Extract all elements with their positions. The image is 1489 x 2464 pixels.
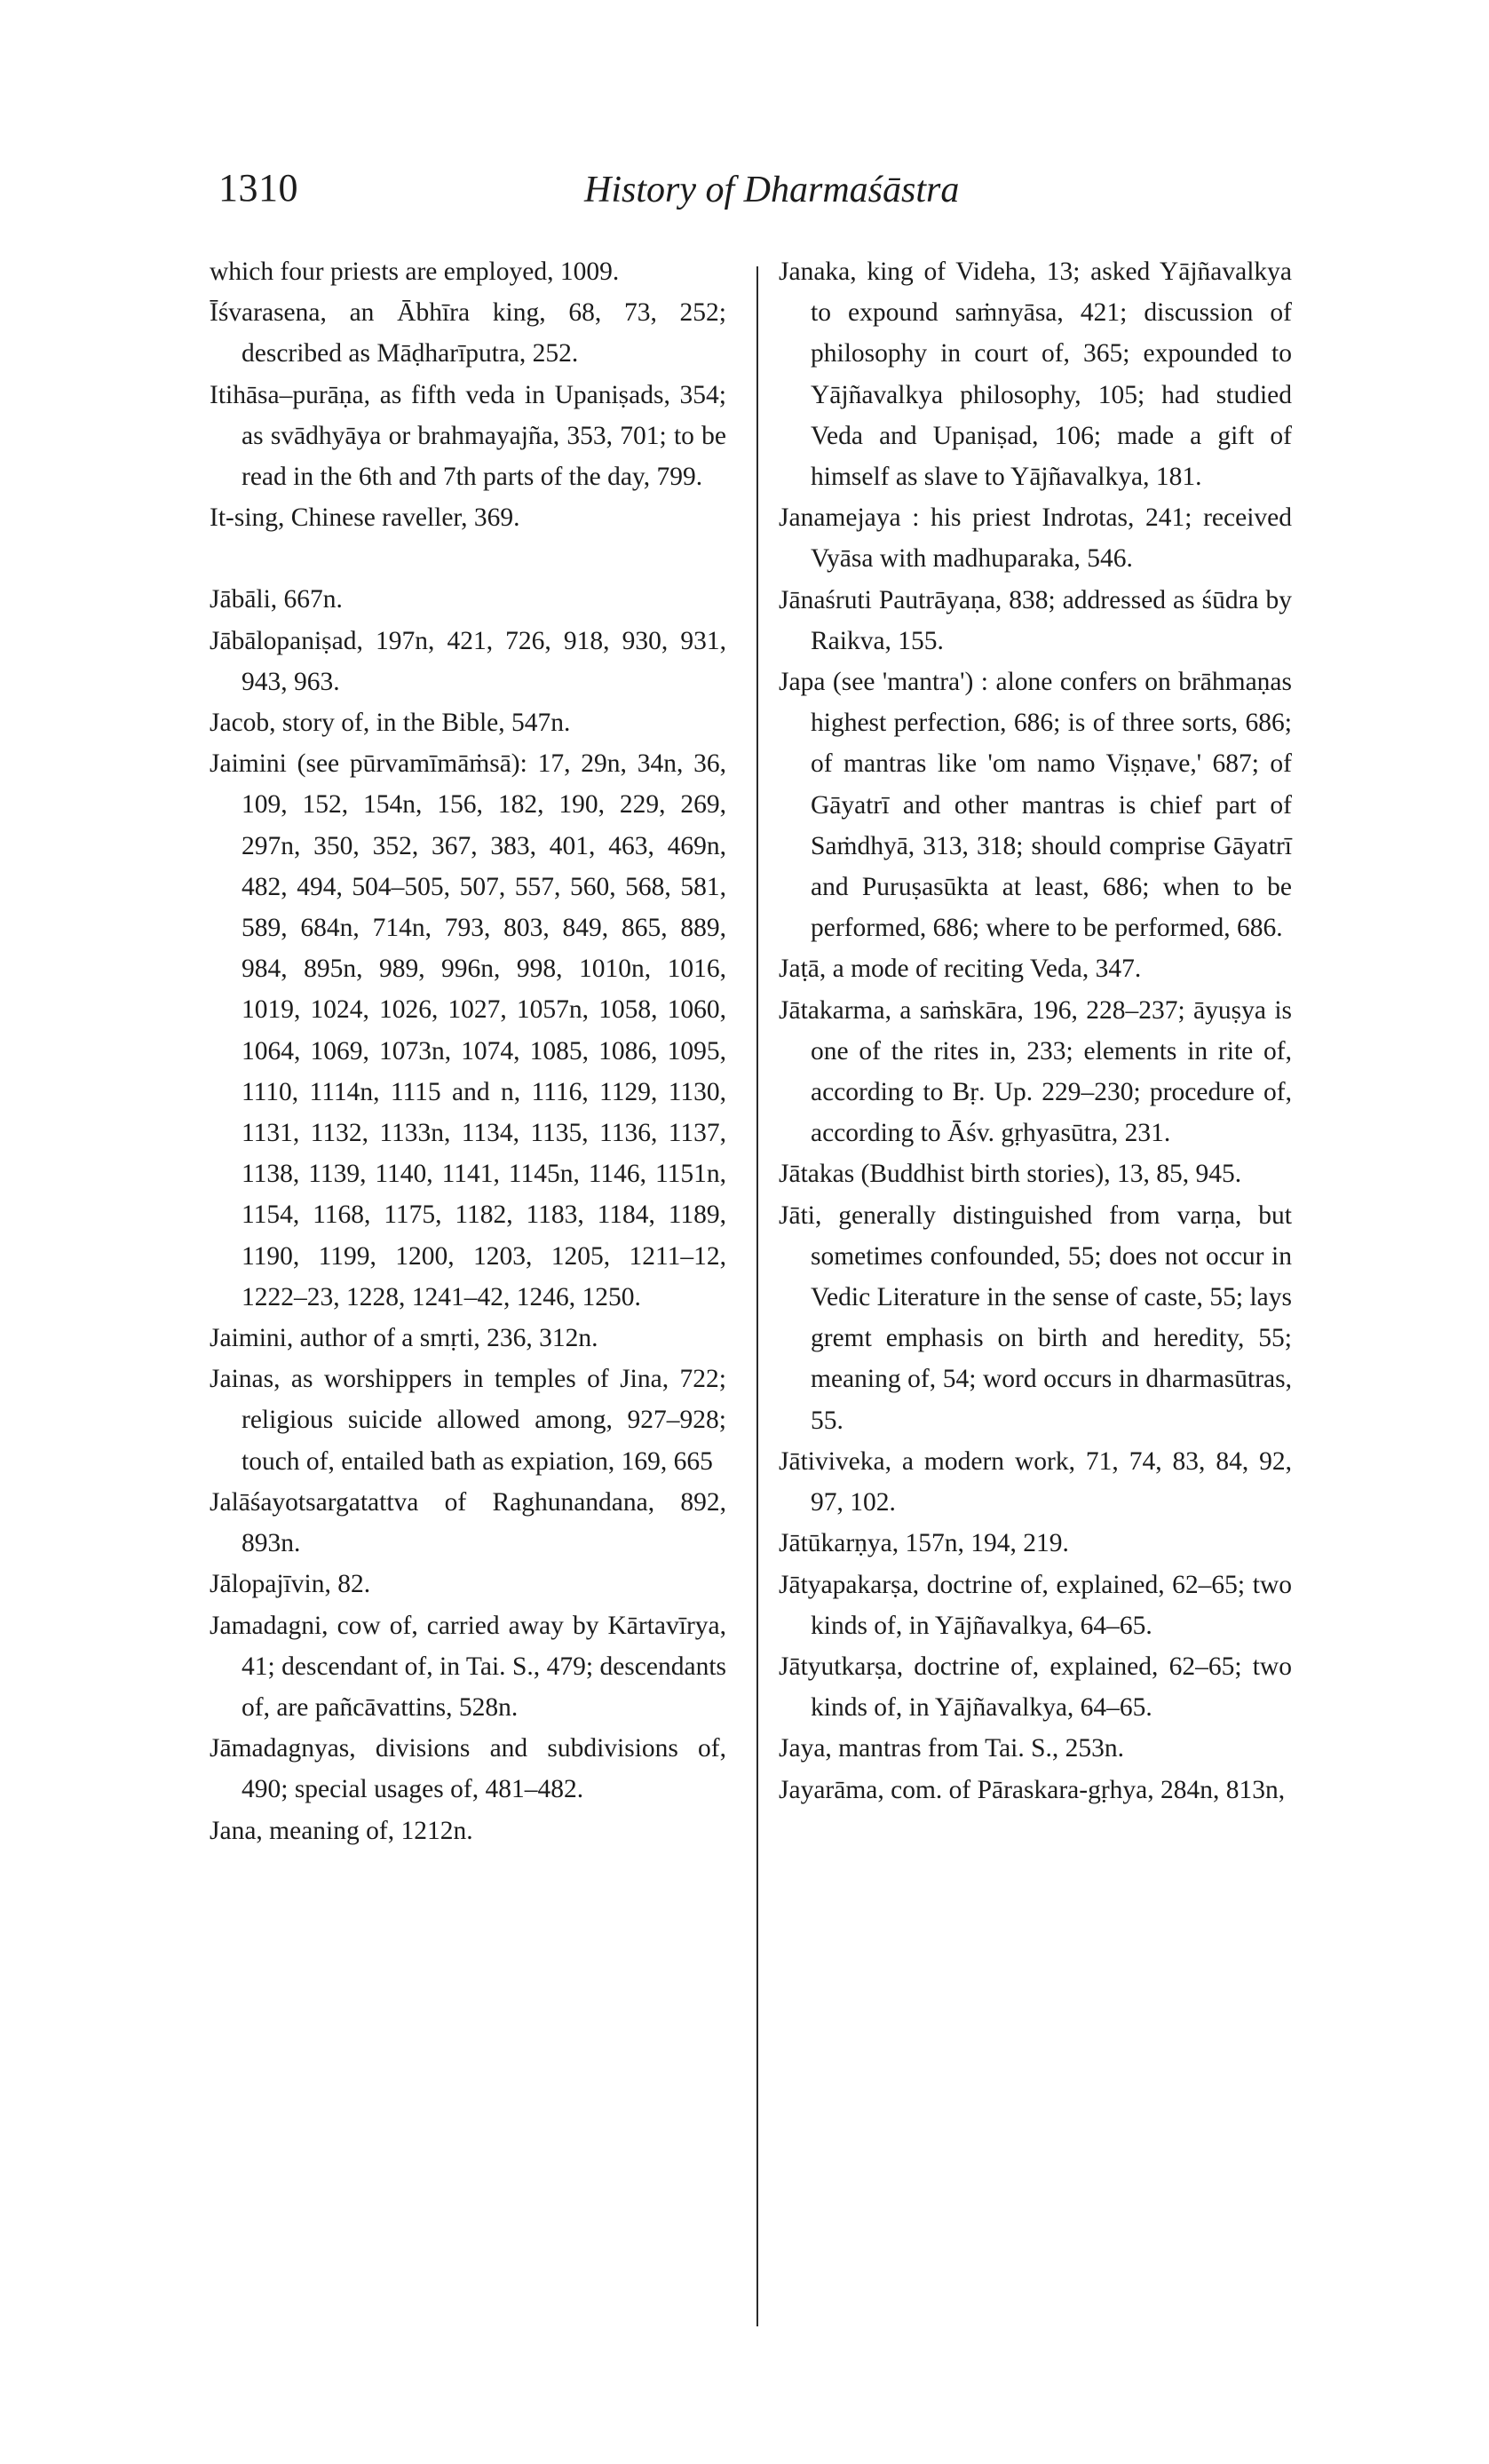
index-entry: Jātiviveka, a modern work, 71, 74, 83, 84, 92, 97, 102. [779, 1446, 1292, 1517]
index-entry: Jātyutkarṣa, doctrine of, explained, 62–65; two kinds of, in Yājñavalkya, 64–65. [779, 1652, 1292, 1723]
index-entry: Jainas, as worshippers in temples of Jina, 722; religious suicide allowed among, 927–928; touch of, entailed bath as expiation, 169, 665 [210, 1365, 726, 1476]
index-column-left [210, 251, 726, 1851]
index-entry: Jalāśayotsargatattva of Raghunandana, 892, 893n. [210, 1487, 726, 1558]
index-entry: Jābāli, 667n. [210, 585, 343, 614]
index-entry: Jaya, mantras from Tai. S., 253n. [779, 1734, 1125, 1763]
index-entry: Jana, meaning of, 1212n. [210, 1816, 473, 1845]
index-entry: Jābālopaniṣad, 197n, 421, 726, 918, 930, 931, 943, 963. [210, 626, 726, 696]
index-entry: Japa (see 'mantra') : alone confers on brāhmaṇas highest perfection, 686; is of three sorts, 686; of mantras like 'om namo Viṣṇave,' 687; of Gāyatrī and other mantras is chief part of Saṁdhyā, 313, 318; should comprise Gāyatrī and Puruṣasūkta at least, 686; when to be performed, 686; where to be performed, 686. [779, 668, 1292, 943]
index-entry: which four priests are employed, 1009. [210, 257, 620, 286]
index-entry: Jaimini (see pūrvamīmāṁsā): 17, 29n, 34n, 36, 109, 152, 154n, 156, 182, 190, 229, 269, 297n, 350, 352, 367, 383, 401, 463, 469n, 482, 494, 504–505, 507, 557, 560, 568, 581, 589, 684n, 714n, 793, 803, 849, 865, 889, 984, 895n, 989, 996n, 998, 1010n, 1016, 1019, 1024, 1026, 1027, 1057n, 1058, 1060, 1064, 1069, 1073n, 1074, 1085, 1086, 1095, 1110, 1114n, 1115 and n, 1116, 1129, 1130, 1131, 1132, 1133n, 1134, 1135, 1136, 1137, 1138, 1139, 1140, 1141, 1145n, 1146, 1151n, 1154, 1168, 1175, 1182, 1183, 1184, 1189, 1190, 1199, 1200, 1203, 1205, 1211–12, 1222–23, 1228, 1241–42, 1246, 1250. [210, 749, 726, 1311]
index-entry: Jālopajīvin, 82. [210, 1570, 371, 1599]
index-entry: Jātakas (Buddhist birth stories), 13, 85, 945. [779, 1160, 1242, 1189]
index-entry: Jaimini, author of a smṛti, 236, 312n. [210, 1324, 598, 1353]
index-entry: Īśvarasena, an Ābhīra king, 68, 73, 252; described as Māḍharīputra, 252. [210, 298, 726, 368]
index-column-right [779, 251, 1292, 1810]
index-entry: Jātyapakarṣa, doctrine of, explained, 62–65; two kinds of, in Yājñavalkya, 64–65. [779, 1570, 1292, 1640]
index-entry: Itihāsa–purāṇa, as fifth veda in Upaniṣads, 354; as svādhyāya or brahmayajña, 353, 701; to be read in the 6th and 7th parts of the day, 799. [210, 380, 726, 492]
index-entry: It-sing, Chinese raveller, 369. [210, 503, 520, 533]
index-entry: Jātūkarṇya, 157n, 194, 219. [779, 1529, 1069, 1558]
index-entry: Jāti, generally distinguished from varṇa, but sometimes confounded, 55; does not occur in Vedic Literature in the sense of caste, 55; lays gremt emphasis on birth and heredity, 55; meaning of, 54; word occurs in dharmasūtras, 55. [779, 1200, 1292, 1435]
index-entry: Jaṭā, a mode of reciting Veda, 347. [779, 955, 1142, 984]
index-entry: Jayarāma, com. of Pāraskara-gṛhya, 284n, 813n, [779, 1775, 1286, 1804]
index-entry: Janamejaya : his priest Indrotas, 241; received Vyāsa with madhuparaka, 546. [779, 503, 1292, 574]
index-entry: Jamadagni, cow of, carried away by Kārtavīrya, 41; descendant of, in Tai. S., 479; descendants of, are pañcāvattins, 528n. [210, 1611, 726, 1722]
index-entry: Jāmadagnyas, divisions and subdivisions of, 490; special usages of, 481–482. [210, 1734, 726, 1804]
index-entry: Jātakarma, a saṁskāra, 196, 228–237; āyuṣya is one of the rites in, 233; elements in rite of, according to Bṛ. Up. 229–230; procedure of, according to Āśv. gṛhyasūtra, 231. [779, 995, 1292, 1148]
index-entry: Jānaśruti Pautrāyaṇa, 838; addressed as śūdra by Raikva, 155. [779, 585, 1292, 655]
page-number: 1310 [218, 166, 298, 210]
running-title: History of Dharmaśāstra [584, 170, 960, 210]
index-entry: Janaka, king of Videha, 13; asked Yājñavalkya to expound saṁnyāsa, 421; discussion of philosophy in court of, 365; expounded to Yājñavalkya philosophy, 105; had studied Veda and Upaniṣad, 106; made a gift of himself as slave to Yājñavalkya, 181. [779, 257, 1292, 492]
column-divider [756, 266, 758, 2326]
index-entry: Jacob, story of, in the Bible, 547n. [210, 709, 571, 738]
